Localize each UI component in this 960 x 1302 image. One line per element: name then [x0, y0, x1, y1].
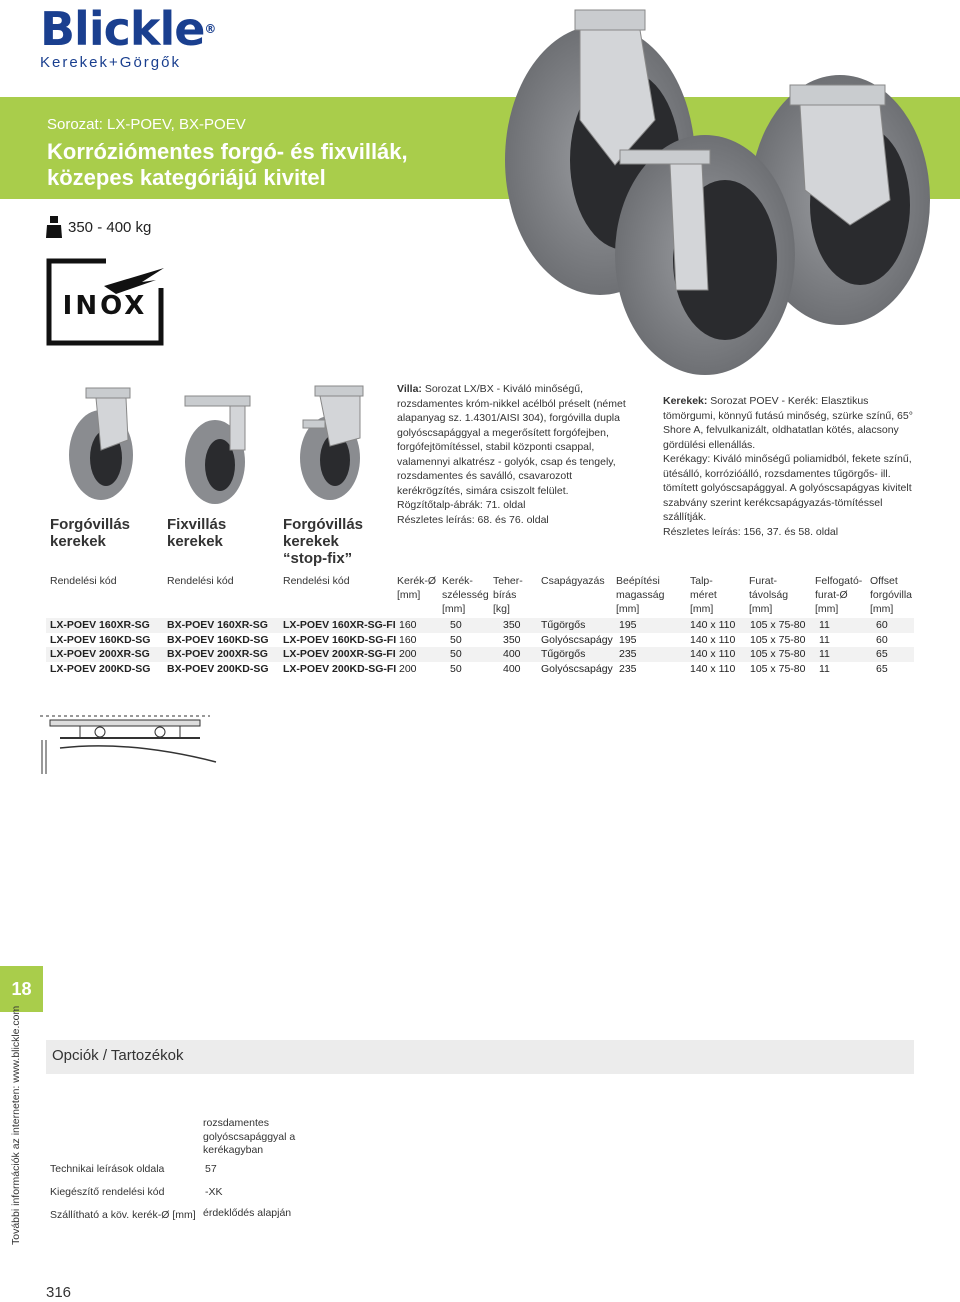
header-offset: Offset forgóvilla [mm] — [870, 575, 913, 615]
header-order-code-3: Rendelési kód — [283, 575, 350, 587]
weight-icon — [46, 216, 62, 238]
header-order-code-2: Rendelési kód — [167, 575, 234, 587]
option-label: Szállítható a köv. kerék-Ø [mm] — [50, 1209, 196, 1221]
brand-subtitle: Kerekek+Görgők — [40, 54, 181, 71]
header-bolt-spacing: Furat- távolság [mm] — [749, 575, 789, 615]
swivel-caster-image — [56, 380, 156, 505]
table-row: LX-POEV 160XR-SG BX-POEV 160XR-SG LX-POEV 160XR-SG-FI 160 50 350 Tűgörgős 195 140 x 110 105 x 75-80 11 60 — [46, 618, 914, 633]
header-wheel-diameter: Kerék-Ø [mm] — [397, 575, 437, 601]
options-title: Opciók / Tartozékok — [52, 1047, 184, 1064]
page-number: 316 — [46, 1284, 72, 1301]
load-range: 350 - 400 kg — [68, 219, 152, 236]
section-tab: 18 — [0, 966, 43, 1012]
header-bearing: Csapágyazás — [541, 575, 605, 587]
fork-description: Villa: Sorozat LX/BX - Kiváló minőségű, rozsdamentes króm-nikkel acélból préselt (német alapanyag sz. 1.4301/AISI 304), forgóvilla dupla golyóscsapággyal a megerősített forgófejben, forgófejtömítéssel, stabil központi csappal, valamennyi alkatrész - golyók, csap és tengely, rozsdamentes és saválló, csavarozott kerékrögzítés, simára csiszolt felület. Rögzítőtalp-ábrák: 71. oldal Részletes leírás: 68. és 76. oldal — [397, 383, 626, 526]
category-fixed: Fixvillás kerekek — [167, 516, 227, 550]
caster-illustration-large — [440, 0, 960, 380]
category-swivel: Forgóvillás kerekek — [50, 516, 131, 550]
category-stop-fix: Forgóvillás kerekek “stop-fix” — [283, 516, 364, 567]
brand-name: Blickle — [40, 2, 205, 56]
table-row: LX-POEV 200XR-SG BX-POEV 200XR-SG LX-POEV 200XR-SG-FI 200 50 400 Tűgörgős 235 140 x 110 105 x 75-80 11 65 — [46, 647, 914, 662]
options-column-head: rozsdamentes golyóscsapággyal a kerékagyban — [203, 1117, 296, 1156]
option-label: Technikai leírások oldala — [50, 1163, 165, 1175]
option-value: érdeklődés alapján — [203, 1207, 292, 1219]
options-header — [46, 1040, 914, 1074]
header-plate-size: Talp- méret [mm] — [690, 575, 717, 615]
option-label: Kiegészítő rendelési kód — [50, 1186, 165, 1198]
technical-drawing — [40, 712, 220, 780]
header-wheel-width: Kerék- szélesség [mm] — [442, 575, 489, 615]
page-title: Korróziómentes forgó- és fixvillák, közepes kategóriájú kivitel — [47, 139, 408, 190]
option-value: 57 — [205, 1163, 217, 1175]
header-load-capacity: Teher- bírás [kg] — [493, 575, 523, 615]
wheel-description: Kerekek: Sorozat POEV - Kerék: Elasztikus tömörgumi, könnyű futású minőség, szürke színű, 65° Shore A, felvulkanizált, oldhatatlan kötés, alacsony gördülési ellenállás. Kerékagy: Kiváló minőségű poliamidból, fekete színű, ütésálló, korrózióálló, rozsdamentes tűgörgős- ill. tömített golyóscsapággyal. A golyóscsapágyas kivitelt szabvány szerint kerékcsapágyazás-tömítéssel szállítják. Részletes leírás: 156, 37. és 58. oldal — [663, 395, 913, 538]
header-bolt-hole: Felfogató- furat-Ø [mm] — [815, 575, 863, 615]
side-info-text: További információk az interneten: www.blickle.com — [10, 1005, 22, 1245]
brand-logo: Blickle® Kerekek+Görgők — [40, 6, 230, 78]
table-row: LX-POEV 200KD-SG BX-POEV 200KD-SG LX-POEV 200KD-SG-FI 200 50 400 Golyóscsapágy 235 140 x 110 105 x 75-80 11 65 — [50, 662, 888, 675]
stop-fix-caster-image — [285, 380, 385, 505]
option-value: -XK — [205, 1186, 223, 1198]
table-row: LX-POEV 160KD-SG BX-POEV 160KD-SG LX-POEV 160KD-SG-FI 160 50 350 Golyóscsapágy 195 140 x 110 105 x 75-80 11 60 — [50, 633, 888, 646]
inox-logo — [46, 258, 164, 346]
product-table — [46, 618, 914, 676]
header-order-code-1: Rendelési kód — [50, 575, 117, 587]
series-label: Sorozat: LX-POEV, BX-POEV — [47, 116, 246, 133]
fixed-caster-image — [175, 390, 265, 508]
inox-text: INOX — [62, 291, 148, 321]
header-overall-height: Beépítési magasság [mm] — [616, 575, 665, 615]
